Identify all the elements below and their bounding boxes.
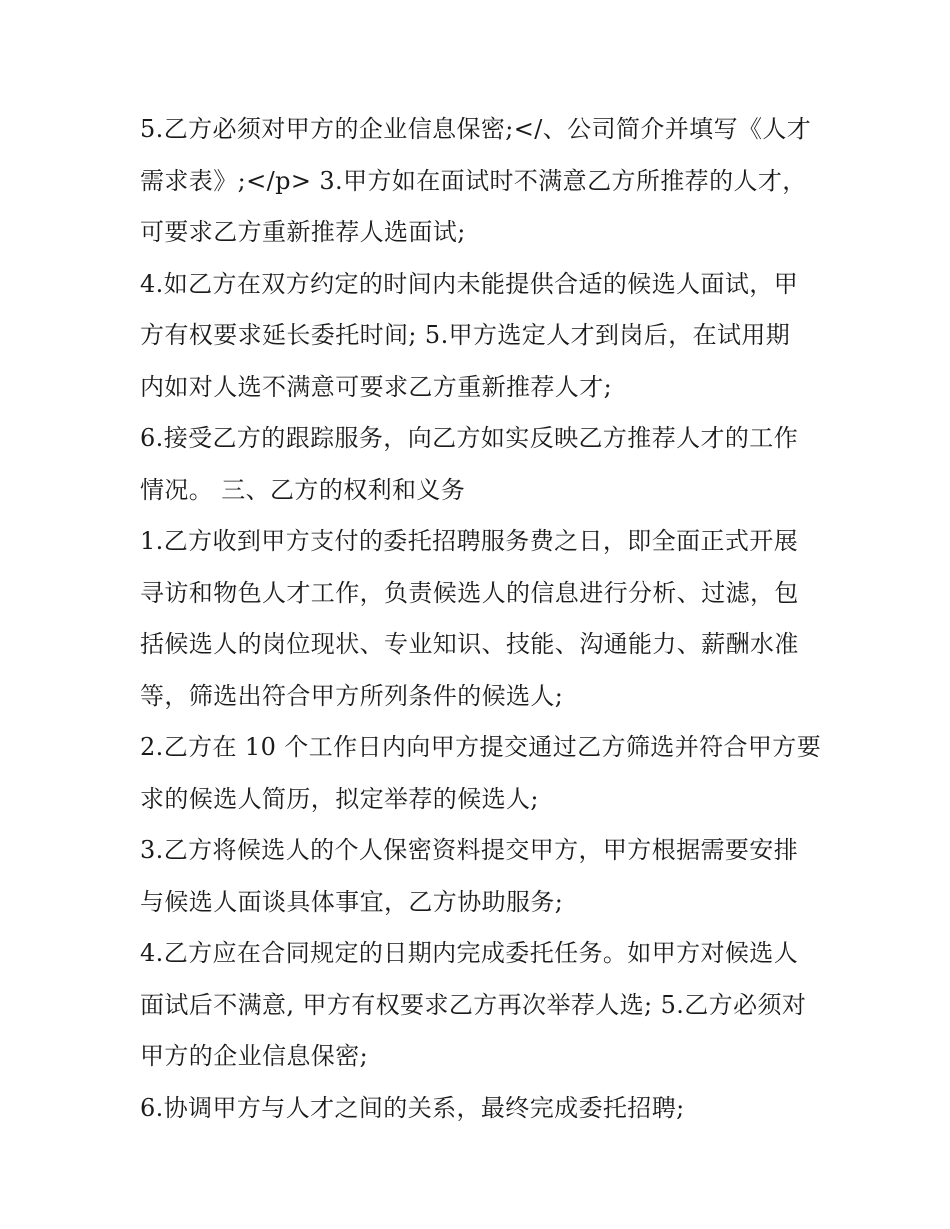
paragraph-party-b-clause-1 <box>140 516 820 722</box>
text-line: 情况。 三、乙方的权利和义务 <box>140 475 466 504</box>
text-line: 5.乙方必须对甲方的企业信息保密;</、公司简介并填写《人才 <box>140 115 812 143</box>
text-line: 寻访和物色人才工作，负责候选人的信息进行分析、过滤，包 <box>140 578 799 607</box>
text-line: 6.协调甲方与人才之间的关系，最终完成委托招聘; <box>140 1093 685 1122</box>
paragraph-clause-6-tracking <box>140 413 820 516</box>
paragraph-party-b-clause-6 <box>140 1083 820 1135</box>
text-line: 6.接受乙方的跟踪服务，向乙方如实反映乙方推荐人才的工作 <box>140 424 799 452</box>
text-line: 4.如乙方在双方约定的时间内未能提供合适的候选人面试，甲 <box>140 269 799 298</box>
paragraph-party-b-clause-4 <box>140 928 820 1083</box>
text-line: 需求表》;</p> 3.甲方如在面试时不满意乙方所推荐的人才， <box>140 166 807 195</box>
text-line: 等，筛选出符合甲方所列条件的候选人; <box>140 681 564 710</box>
paragraph-clause-5-confidentiality <box>140 104 820 259</box>
paragraph-clause-4-extension <box>140 259 820 414</box>
document-body <box>140 104 820 1134</box>
text-line: 内如对人选不满意可要求乙方重新推荐人才; <box>140 372 613 401</box>
text-line: 求的候选人简历，拟定举荐的候选人; <box>140 784 539 813</box>
text-line: 1.乙方收到甲方支付的委托招聘服务费之日，即全面正式开展 <box>140 527 799 555</box>
text-line: 4.乙方应在合同规定的日期内完成委托任务。如甲方对候选人 <box>140 939 799 967</box>
paragraph-party-b-clause-3 <box>140 825 820 928</box>
text-line: 甲方的企业信息保密; <box>140 1042 369 1070</box>
text-line: 方有权要求延长委托时间; 5.甲方选定人才到岗后，在试用期 <box>140 321 791 349</box>
text-line: 2.乙方在 10 个工作日内向甲方提交通过乙方筛选并符合甲方要 <box>140 733 822 761</box>
text-line: 与候选人面谈具体事宜，乙方协助服务; <box>140 887 564 916</box>
text-line: 3.乙方将候选人的个人保密资料提交甲方，甲方根据需要安排 <box>140 836 799 864</box>
text-line: 面试后不满意, 甲方有权要求乙方再次举荐人选; 5.乙方必须对 <box>140 990 807 1019</box>
paragraph-party-b-clause-2 <box>140 722 820 825</box>
text-line: 括候选人的岗位现状、专业知识、技能、沟通能力、薪酬水准 <box>140 630 799 658</box>
text-line: 可要求乙方重新推荐人选面试; <box>140 218 466 246</box>
